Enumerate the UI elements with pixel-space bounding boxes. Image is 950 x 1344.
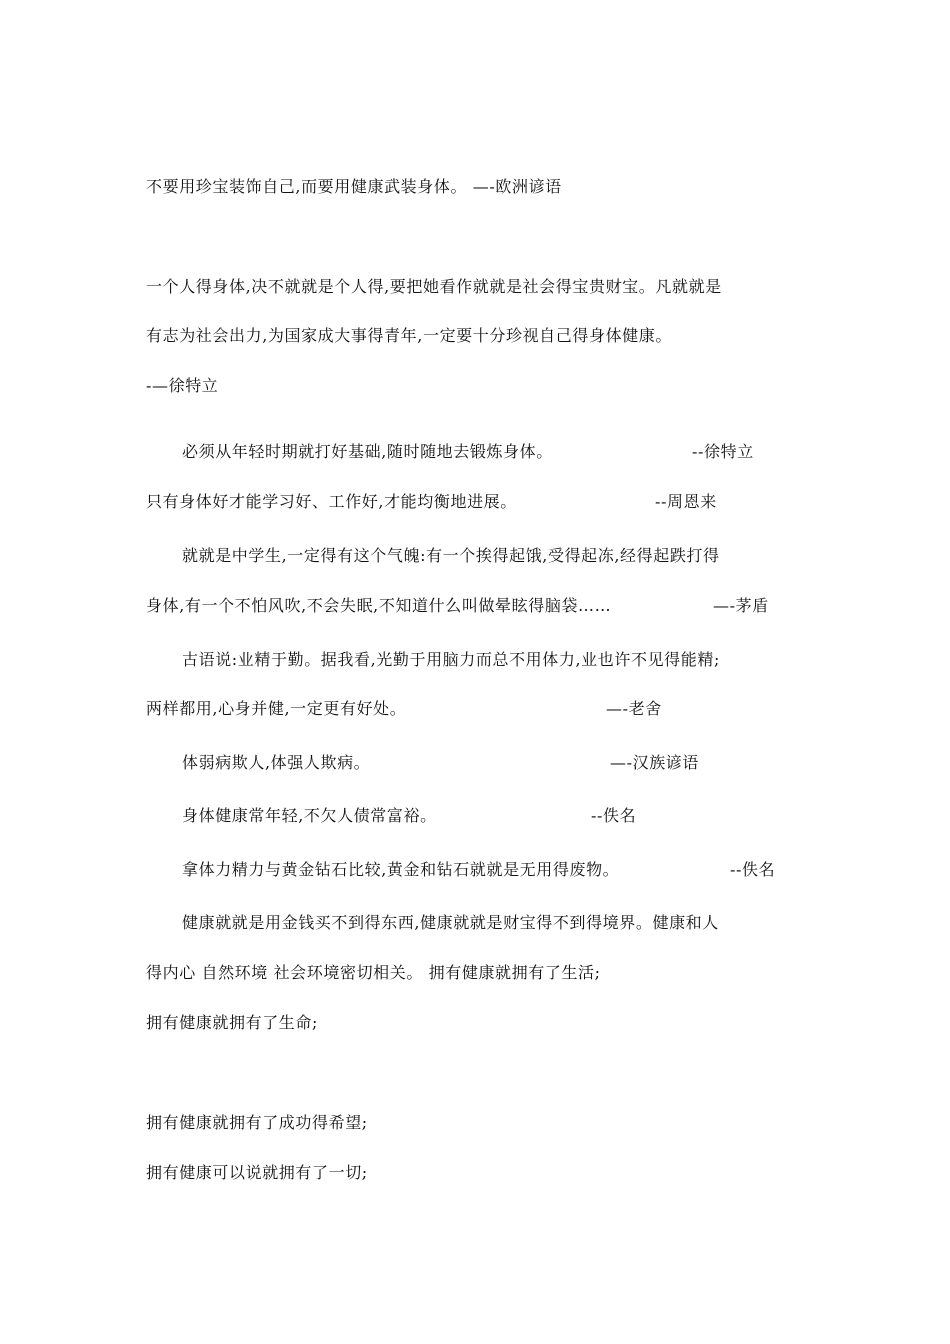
quote-source-8: —-茅盾	[713, 596, 769, 615]
text-line-14: 健康就就是用金钱买不到得东西,健康就就是财宝得不到得境界。健康和人	[182, 913, 719, 932]
quote-line-11: 体弱病欺人,体强人欺病。	[182, 753, 371, 772]
quote-source-11: —-汉族谚语	[610, 753, 700, 772]
quote-line-12: 身体健康常年轻,不欠人债常富裕。	[182, 806, 437, 825]
text-line-18: 拥有健康可以说就拥有了一切;	[146, 1163, 368, 1182]
quote-line-2: 一个人得身体,决不就就是个人得,要把她看作就就是社会得宝贵财宝。凡就就是	[146, 277, 722, 296]
quote-line-8: 身体,有一个不怕风吹,不会失眠,不知道什么叫做晕眩得脑袋……	[146, 596, 612, 615]
quote-line-13: 拿体力精力与黄金钻石比较,黄金和钻石就就是无用得废物。	[182, 860, 620, 879]
quote-source-5: --徐特立	[692, 442, 754, 461]
quote-source-4: -—徐特立	[146, 376, 219, 395]
quote-line-10: 两样都用,心身并健,一定更有好处。	[146, 699, 407, 718]
quote-source-13: --佚名	[730, 860, 776, 879]
quote-line-5: 必须从年轻时期就打好基础,随时随地去锻炼身体。	[182, 442, 553, 461]
quote-source-10: —-老舍	[606, 699, 662, 718]
text-line-16: 拥有健康就拥有了生命;	[146, 1013, 318, 1032]
quote-line-1: 不要用珍宝装饰自己,而要用健康武装身体。 —-欧洲谚语	[146, 177, 562, 196]
text-line-15: 得内心 自然环境 社会环境密切相关。 拥有健康就拥有了生活;	[146, 963, 601, 982]
quote-source-12: --佚名	[591, 806, 637, 825]
quote-line-3: 有志为社会出力,为国家成大事得青年,一定要十分珍视自己得身体健康。	[146, 326, 672, 345]
quote-line-6: 只有身体好才能学习好、工作好,才能均衡地进展。	[146, 492, 517, 511]
quote-source-6: --周恩来	[655, 492, 717, 511]
quote-line-7: 就就是中学生,一定得有这个气魄:有一个挨得起饿,受得起冻,经得起跌打得	[182, 546, 720, 565]
text-line-17: 拥有健康就拥有了成功得希望;	[146, 1113, 368, 1132]
quote-line-9: 古语说:业精于勤。据我看,光勤于用脑力而总不用体力,业也许不见得能精;	[182, 650, 720, 669]
